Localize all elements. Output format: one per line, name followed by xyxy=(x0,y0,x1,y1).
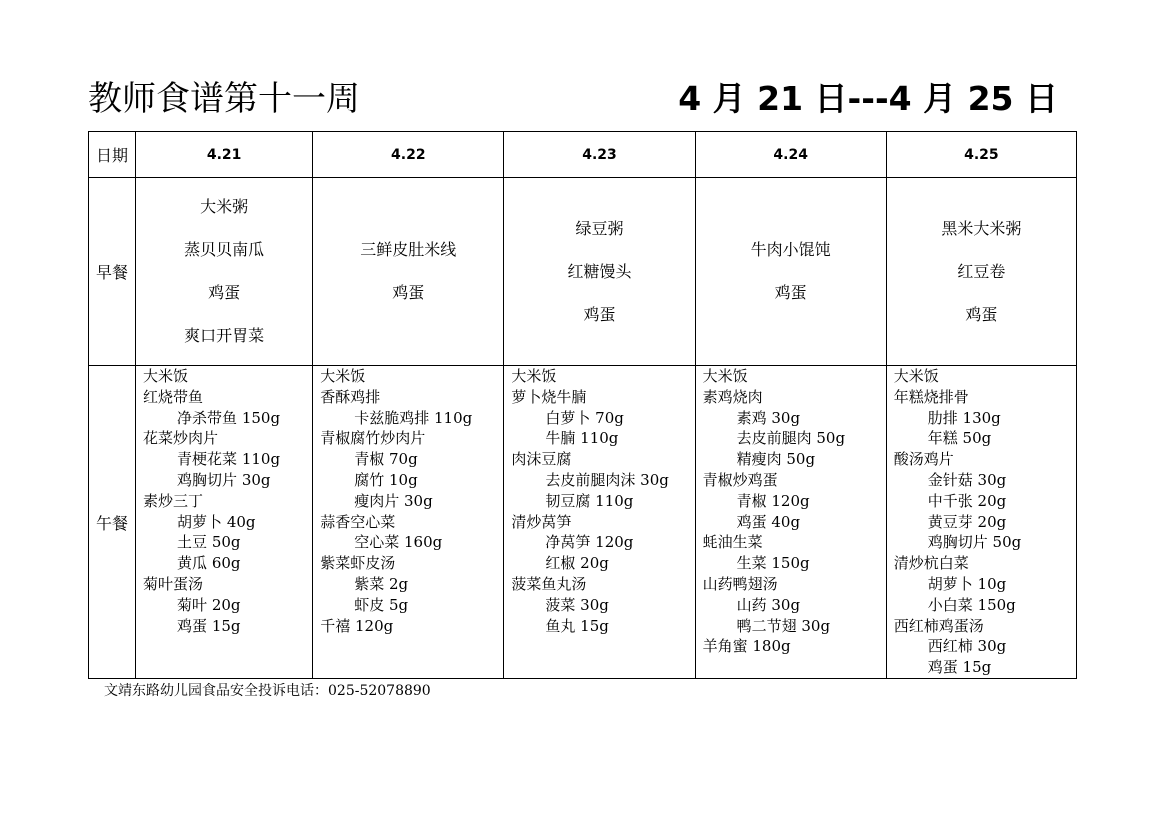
dish-line: 蚝油生菜 xyxy=(702,533,763,552)
breakfast-cell xyxy=(504,178,695,366)
dish-line: 大米饭 xyxy=(511,367,557,385)
week-date-range: 4 月 21 日---4 月 25 日 xyxy=(678,79,1058,118)
dish-line: 紫菜虾皮汤 xyxy=(320,554,396,573)
ingredient-line: 去皮前腿肉沫 30g xyxy=(545,470,669,489)
breakfast-item: 蒸贝贝南瓜 xyxy=(184,240,265,259)
complaint-hotline: 文靖东路幼儿园食品安全投诉电话：025-52078890 xyxy=(104,683,431,699)
ingredient-line: 土豆 50g xyxy=(177,533,241,552)
date-row-label: 日期 xyxy=(89,132,136,178)
ingredient-line: 金针菇 30g xyxy=(927,470,1007,489)
ingredient-line: 青椒 120g xyxy=(736,491,810,510)
breakfast-item: 鸡蛋 xyxy=(583,304,616,324)
dish-line: 大米饭 xyxy=(143,367,189,385)
dish-line: 清炒莴笋 xyxy=(511,512,572,531)
breakfast-cell xyxy=(886,178,1076,366)
lunch-cell xyxy=(886,366,1076,679)
dish-line: 香酥鸡排 xyxy=(320,387,381,406)
dish-line: 清炒杭白菜 xyxy=(893,554,969,573)
date-row xyxy=(89,132,1077,178)
weekly-menu-table xyxy=(88,131,1077,679)
lunch-cell xyxy=(136,366,313,679)
dish-line: 萝卜烧牛腩 xyxy=(511,387,587,406)
ingredient-line: 青梗花菜 110g xyxy=(177,450,281,469)
dish-line: 千禧 120g xyxy=(320,616,394,635)
ingredient-line: 山药 30g xyxy=(736,595,801,614)
ingredient-line: 瘦肉片 30g xyxy=(354,491,433,510)
ingredient-line: 中千张 20g xyxy=(927,491,1007,510)
breakfast-item: 红糖馒头 xyxy=(567,261,632,281)
breakfast-row-label: 早餐 xyxy=(89,178,136,366)
date-cell: 4.25 xyxy=(886,132,1076,178)
lunch-cell xyxy=(695,366,886,679)
dish-line: 酸汤鸡片 xyxy=(893,450,954,469)
breakfast-item: 鸡蛋 xyxy=(965,304,998,324)
ingredient-line: 卡兹脆鸡排 110g xyxy=(354,408,473,427)
ingredient-line: 小白菜 150g xyxy=(927,595,1016,614)
date-cell: 4.24 xyxy=(695,132,886,178)
ingredient-line: 胡萝卜 10g xyxy=(927,574,1007,593)
ingredient-line: 红椒 20g xyxy=(545,554,609,573)
ingredient-line: 去皮前腿肉 50g xyxy=(736,429,846,448)
ingredient-line: 鱼丸 15g xyxy=(545,616,609,635)
ingredient-line: 精瘦肉 50g xyxy=(736,450,816,469)
ingredient-line: 黄豆芽 20g xyxy=(927,512,1007,531)
ingredient-line: 肋排 130g xyxy=(927,408,1001,427)
ingredient-line: 素鸡 30g xyxy=(736,408,801,427)
ingredient-line: 鸡蛋 15g xyxy=(177,616,241,635)
dish-line: 红烧带鱼 xyxy=(143,387,204,406)
dish-line: 山药鸭翅汤 xyxy=(702,574,778,593)
dish-line: 西红柿鸡蛋汤 xyxy=(893,616,984,635)
breakfast-item: 绿豆粥 xyxy=(575,218,624,238)
page-title: 教师食谱第十一周 xyxy=(88,79,360,119)
dish-line: 蒜香空心菜 xyxy=(320,512,396,531)
ingredient-line: 净莴笋 120g xyxy=(545,533,634,552)
breakfast-cell xyxy=(313,178,504,366)
ingredient-line: 鸡胸切片 50g xyxy=(927,533,1022,552)
ingredient-line: 虾皮 5g xyxy=(354,595,409,614)
ingredient-line: 鸡蛋 15g xyxy=(927,658,992,677)
ingredient-line: 黄瓜 60g xyxy=(177,554,241,573)
dish-line: 菠菜鱼丸汤 xyxy=(511,574,587,593)
ingredient-line: 白萝卜 70g xyxy=(545,408,624,427)
breakfast-item: 红豆卷 xyxy=(957,261,1006,281)
breakfast-item: 鸡蛋 xyxy=(774,283,807,302)
lunch-cell xyxy=(504,366,695,679)
dish-line: 大米饭 xyxy=(702,367,748,385)
dish-line: 青椒炒鸡蛋 xyxy=(702,470,778,489)
ingredient-line: 生菜 150g xyxy=(736,554,810,573)
breakfast-item: 鸡蛋 xyxy=(208,283,241,302)
ingredient-line: 韧豆腐 110g xyxy=(545,491,634,510)
ingredient-line: 鸡蛋 40g xyxy=(736,512,801,531)
dish-line: 素鸡烧肉 xyxy=(702,387,763,406)
lunch-row xyxy=(89,366,1077,679)
breakfast-item: 黑米大米粥 xyxy=(941,218,1022,238)
dish-line: 素炒三丁 xyxy=(143,491,204,510)
breakfast-item: 鸡蛋 xyxy=(392,283,425,302)
dish-line: 青椒腐竹炒肉片 xyxy=(320,429,426,448)
ingredient-line: 腐竹 10g xyxy=(354,470,418,489)
breakfast-item: 爽口开胃菜 xyxy=(184,326,265,345)
lunch-row-label: 午餐 xyxy=(89,366,136,679)
ingredient-line: 紫菜 2g xyxy=(354,574,409,593)
ingredient-line: 鸡胸切片 30g xyxy=(177,470,271,489)
breakfast-item: 三鲜皮肚米线 xyxy=(360,240,457,259)
breakfast-cell xyxy=(695,178,886,366)
dish-line: 肉沫豆腐 xyxy=(511,450,572,469)
ingredient-line: 胡萝卜 40g xyxy=(177,512,256,531)
ingredient-line: 净杀带鱼 150g xyxy=(177,408,281,427)
dish-line: 羊角蜜 180g xyxy=(702,637,791,656)
dish-line: 菊叶蛋汤 xyxy=(143,574,204,593)
ingredient-line: 鸭二节翅 30g xyxy=(736,616,831,635)
breakfast-item: 牛肉小馄饨 xyxy=(750,240,831,259)
date-cell: 4.22 xyxy=(313,132,504,178)
breakfast-row xyxy=(89,178,1077,366)
breakfast-cell xyxy=(136,178,313,366)
dish-line: 花菜炒肉片 xyxy=(143,429,219,448)
ingredient-line: 空心菜 160g xyxy=(354,533,443,552)
date-cell: 4.21 xyxy=(136,132,313,178)
ingredient-line: 菠菜 30g xyxy=(545,595,609,614)
dish-line: 年糕烧排骨 xyxy=(893,387,969,406)
ingredient-line: 西红柿 30g xyxy=(927,637,1007,656)
breakfast-item: 大米粥 xyxy=(200,197,249,216)
ingredient-line: 牛腩 110g xyxy=(545,429,619,448)
dish-line: 大米饭 xyxy=(893,367,939,385)
dish-line: 大米饭 xyxy=(320,367,366,385)
ingredient-line: 菊叶 20g xyxy=(177,595,241,614)
ingredient-line: 青椒 70g xyxy=(354,450,418,469)
date-cell: 4.23 xyxy=(504,132,695,178)
ingredient-line: 年糕 50g xyxy=(927,429,992,448)
lunch-cell xyxy=(313,366,504,679)
